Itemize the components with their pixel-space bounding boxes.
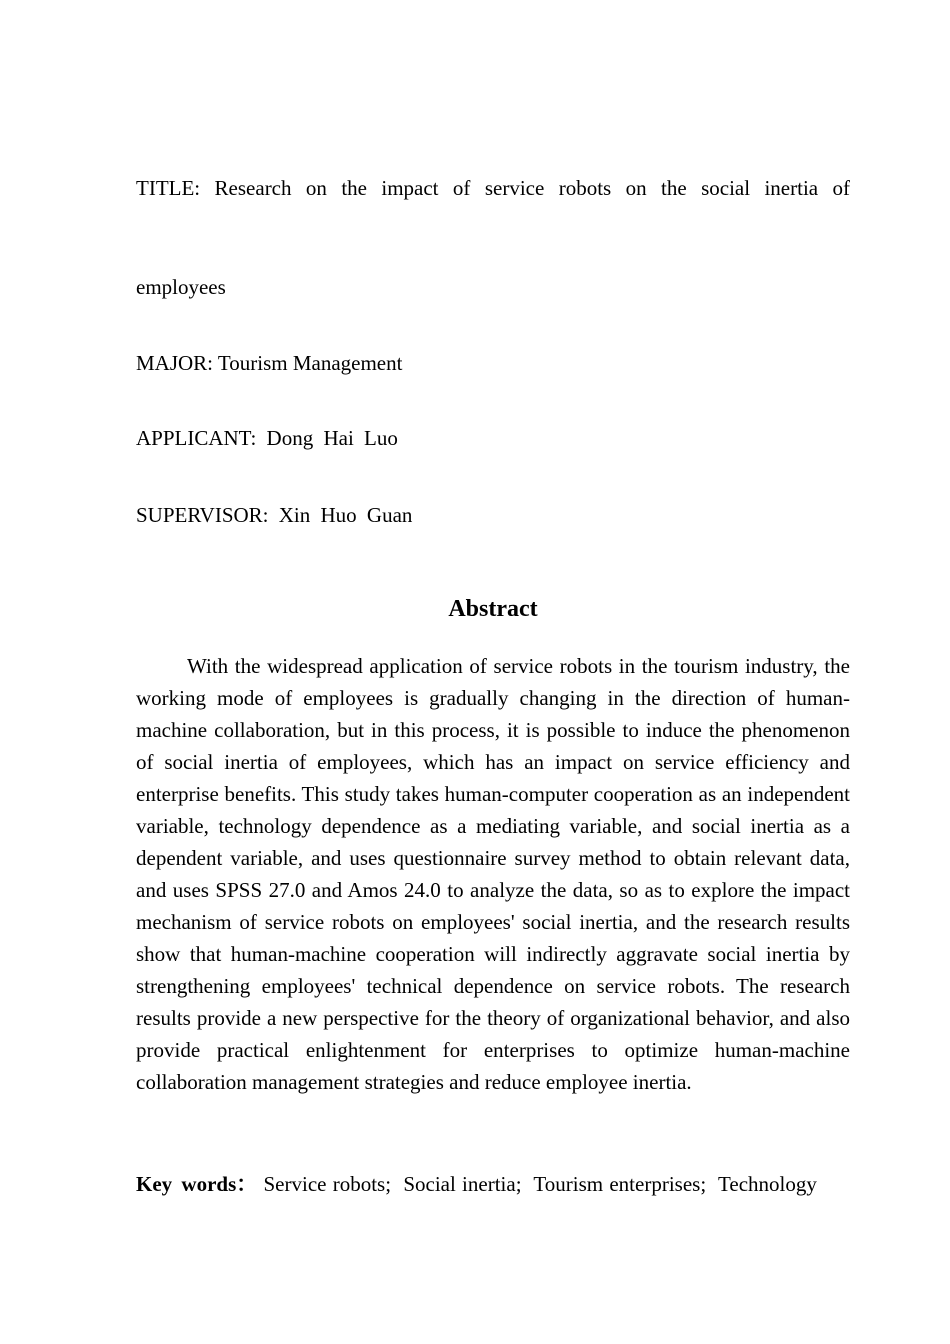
keywords-line [136, 1171, 850, 1197]
thesis-title [136, 176, 850, 200]
title-text: Research on the impact of service robots on the social inertia of [214, 176, 850, 200]
thesis-title-continued: employees [136, 275, 226, 299]
keyword-item: Service robots; [263, 1172, 392, 1196]
abstract-paragraph: With the widespread application of service robots in the tourism industry, the working mode of employees is gradually changing in the direction of human-machine collaboration, but in this process, it is possible to induce the phenomenon of social inertia of employees, which has an impact on service efficiency and enterprise benefits. This study takes human-computer cooperation as an independent variable, technology dependence as a mediating variable, and social inertia as a dependent variable, and uses questionnaire survey method to obtain relevant data, and uses SPSS 27.0 and Amos 24.0 to analyze the data, so as to explore the impact mechanism of service robots on employees' social inertia, and the research results show that human-machine cooperation will indirectly aggravate social inertia by strengthening employees' technical dependence on service robots. The research results provide a new perspective for the theory of organizational behavior, and also provide practical enlightenment for enterprises to optimize human-machine collaboration management strategies and reduce employee inertia. [136, 654, 850, 1094]
supervisor-line: SUPERVISOR: Xin Huo Guan [136, 503, 413, 527]
major-line: MAJOR: Tourism Management [136, 351, 403, 375]
keywords-label: Key words： [136, 1172, 258, 1196]
applicant-line: APPLICANT: Dong Hai Luo [136, 426, 398, 450]
title-label: TITLE: [136, 176, 201, 200]
keyword-item: Social inertia; [403, 1172, 522, 1196]
keyword-item: Technology [718, 1172, 817, 1196]
abstract-heading: Abstract [448, 596, 538, 622]
keyword-item: Tourism enterprises; [533, 1172, 707, 1196]
